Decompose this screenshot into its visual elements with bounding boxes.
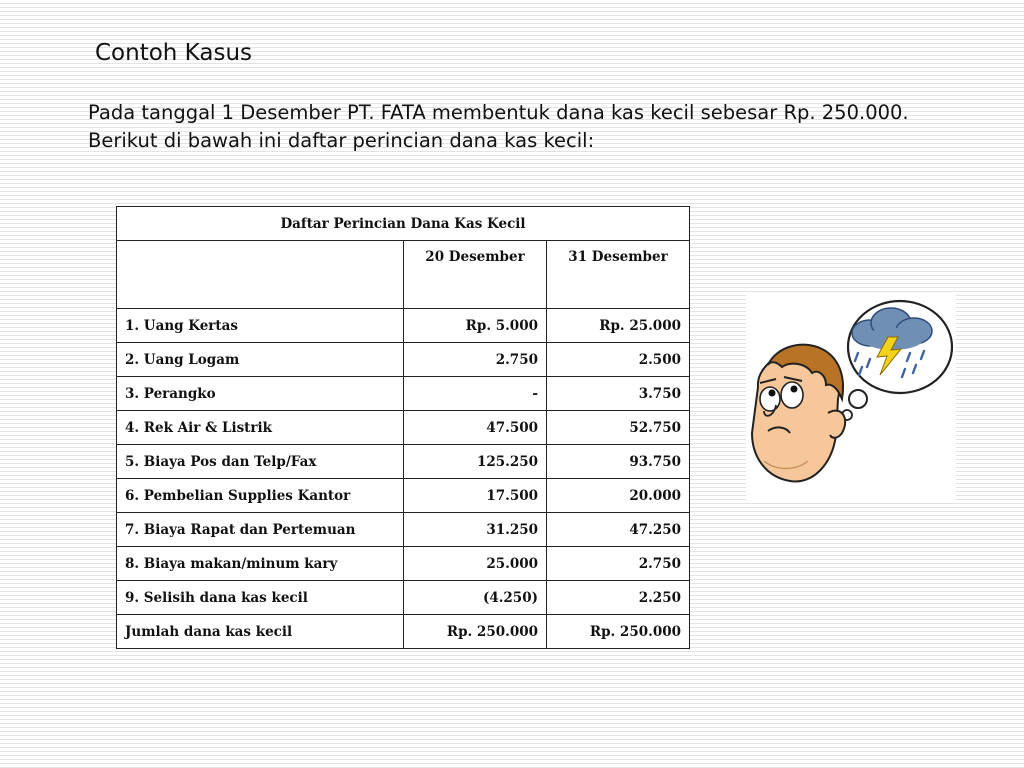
row-value-31-desember: 3.750: [547, 377, 690, 411]
table-row: [117, 343, 690, 377]
table-caption: Daftar Perincian Dana Kas Kecil: [117, 207, 690, 241]
row-label: Jumlah dana kas kecil: [117, 615, 404, 649]
table-header-row: [117, 241, 690, 309]
table-row: [117, 513, 690, 547]
row-value-20-desember: Rp. 250.000: [404, 615, 547, 649]
petty-cash-table: [116, 206, 690, 649]
slide-title: Contoh Kasus: [95, 40, 253, 66]
table-row: [117, 309, 690, 343]
table-row: [117, 377, 690, 411]
row-value-20-desember: Rp. 5.000: [404, 309, 547, 343]
row-value-31-desember: 20.000: [547, 479, 690, 513]
row-value-20-desember: 25.000: [404, 547, 547, 581]
row-value-31-desember: 47.250: [547, 513, 690, 547]
table-caption-row: [117, 207, 690, 241]
table-total-row: [117, 615, 690, 649]
row-label: 3. Perangko: [117, 377, 404, 411]
header-item: [117, 241, 404, 309]
row-value-20-desember: 31.250: [404, 513, 547, 547]
row-label: 6. Pembelian Supplies Kantor: [117, 479, 404, 513]
row-label: 7. Biaya Rapat dan Pertemuan: [117, 513, 404, 547]
row-label: 5. Biaya Pos dan Telp/Fax: [117, 445, 404, 479]
row-label: 9. Selisih dana kas kecil: [117, 581, 404, 615]
row-label: 8. Biaya makan/minum kary: [117, 547, 404, 581]
table-row: [117, 547, 690, 581]
row-label: 4. Rek Air & Listrik: [117, 411, 404, 445]
row-value-31-desember: 2.500: [547, 343, 690, 377]
row-value-20-desember: 47.500: [404, 411, 547, 445]
row-value-31-desember: 52.750: [547, 411, 690, 445]
header-31-desember: 31 Desember: [547, 241, 690, 309]
worried-man-thinking-storm-cloud-icon: [746, 295, 956, 503]
row-label: 1. Uang Kertas: [117, 309, 404, 343]
table-row: [117, 479, 690, 513]
row-value-31-desember: Rp. 250.000: [547, 615, 690, 649]
row-value-20-desember: 125.250: [404, 445, 547, 479]
row-value-31-desember: 93.750: [547, 445, 690, 479]
intro-paragraph: Pada tanggal 1 Desember PT. FATA membentuk dana kas kecil sebesar Rp. 250.000. Berikut di bawah ini daftar perincian dana kas kecil:: [88, 101, 909, 152]
row-value-31-desember: Rp. 25.000: [547, 309, 690, 343]
table-row: [117, 581, 690, 615]
row-value-31-desember: 2.750: [547, 547, 690, 581]
header-20-desember: 20 Desember: [404, 241, 547, 309]
worried-man-icon: [752, 345, 845, 482]
row-label: 2. Uang Logam: [117, 343, 404, 377]
row-value-20-desember: -: [404, 377, 547, 411]
row-value-20-desember: (4.250): [404, 581, 547, 615]
row-value-20-desember: 2.750: [404, 343, 547, 377]
row-value-20-desember: 17.500: [404, 479, 547, 513]
table-row: [117, 445, 690, 479]
row-value-31-desember: 2.250: [547, 581, 690, 615]
table-row: [117, 411, 690, 445]
